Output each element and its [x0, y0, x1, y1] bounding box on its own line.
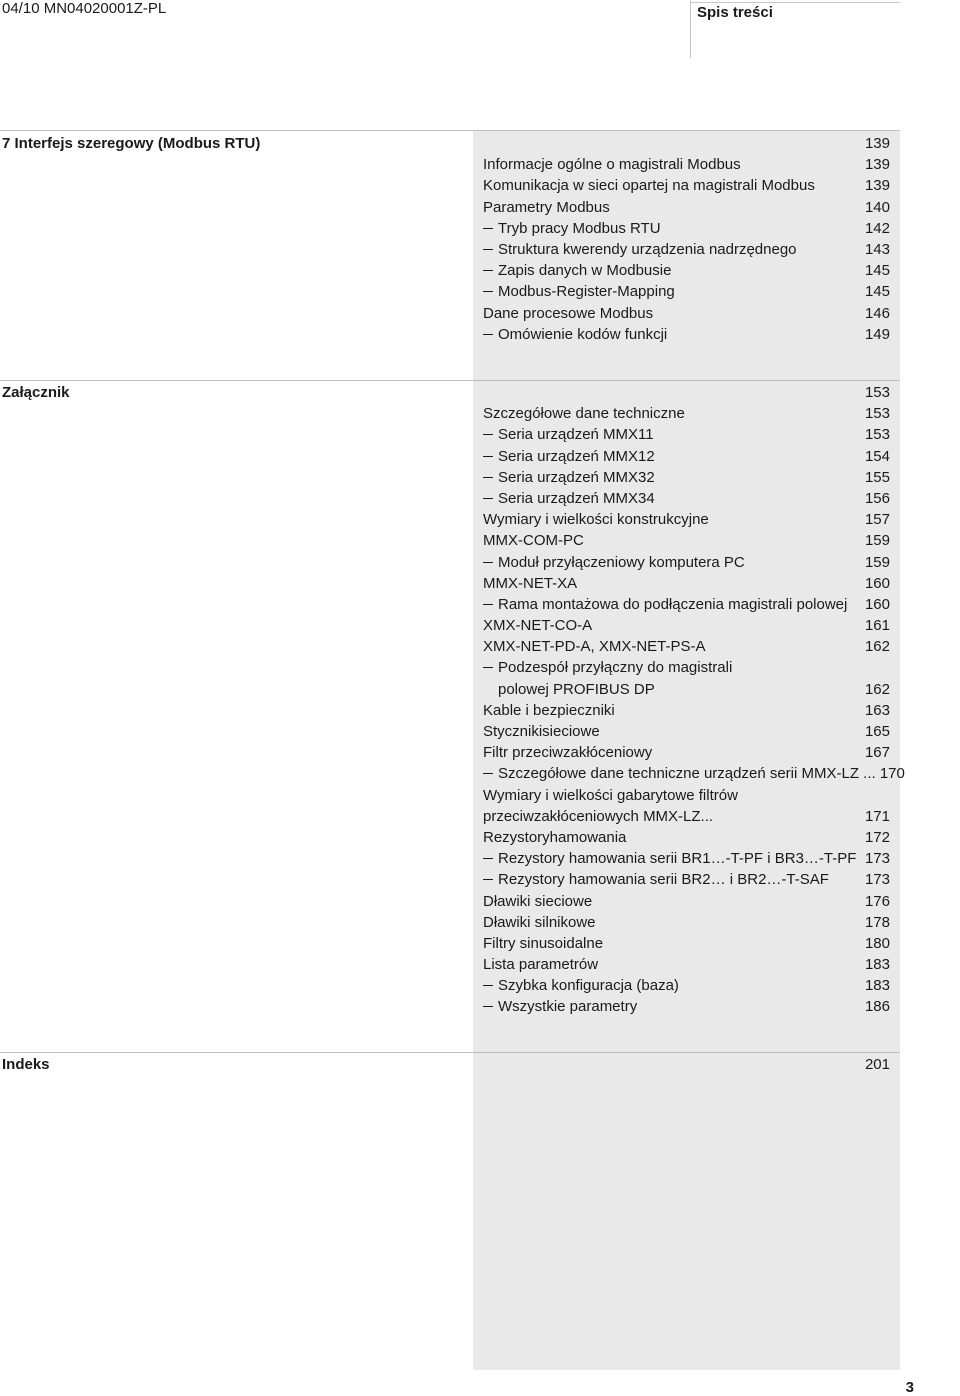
toc-entry-title: Struktura kwerendy urządzenia nadrzędnego [498, 239, 797, 260]
toc-entry-page: 153 [864, 426, 890, 444]
toc-entry[interactable] [0, 239, 900, 260]
toc-entry-title: MMX-NET-XA [483, 574, 578, 592]
toc-entry-title: Podzespół przyłączny do magistrali [498, 657, 732, 678]
toc-entry-page: 172 [864, 828, 890, 846]
toc-entry-title: Modbus-Register-Mapping [498, 281, 675, 302]
toc-entry[interactable] [0, 742, 900, 763]
toc-entry-page: 178 [864, 913, 890, 931]
toc-section-heading[interactable] [0, 382, 900, 403]
toc-entry-title: Kable i bezpieczniki [483, 701, 615, 719]
toc-entry-page: 156 [864, 489, 890, 507]
toc-entry-title: Szybka konfiguracja (baza) [498, 975, 679, 996]
toc-entry[interactable] [0, 467, 900, 488]
toc-entry-title: Lista parametrów [483, 956, 599, 974]
toc-entry[interactable] [0, 827, 900, 848]
toc-entry-title: MMX-COM-PC [483, 532, 584, 550]
toc-entry-title: Filtry sinusoidalne [483, 934, 604, 952]
section-page-number: 153 [864, 384, 890, 401]
toc-entry-page: 165 [864, 723, 890, 740]
toc-entry-title: polowej PROFIBUS DP [498, 680, 655, 698]
toc-entry-page: 149 [864, 325, 890, 343]
toc-entry-title: XMX-NET-PD-A, XMX-NET-PS-A [483, 638, 706, 656]
section-label: Załącznik [2, 384, 70, 401]
toc-entry[interactable] [0, 446, 900, 467]
toc-entry[interactable] [0, 869, 900, 890]
toc-entry-page: 157 [864, 511, 890, 529]
toc-entry-page: 142 [864, 219, 890, 237]
toc-entry[interactable] [0, 509, 900, 530]
toc-entry[interactable] [0, 785, 900, 806]
toc-entry-page: 180 [864, 934, 890, 952]
toc-entry-page: 171 [864, 807, 890, 825]
toc-entry[interactable] [0, 912, 900, 933]
toc-entry-title: przeciwzakłóceniowych MMX-LZ... [483, 807, 714, 825]
page-number: 3 [905, 1379, 914, 1396]
toc-entry[interactable] [0, 552, 900, 573]
toc-entry-title: Wymiary i wielkości konstrukcyjne [483, 511, 709, 529]
toc-entry-page: 139 [864, 177, 890, 195]
toc-entry-page: 146 [864, 304, 890, 322]
toc-entry[interactable] [0, 303, 900, 324]
toc-entry-page: 155 [864, 468, 890, 486]
toc-entry-page: 154 [864, 447, 890, 465]
toc-entry-page: 167 [864, 744, 890, 762]
toc-entry[interactable] [0, 806, 900, 827]
toc-section-appendix [0, 382, 905, 1018]
toc-entry-page: 161 [864, 617, 890, 635]
toc-entry-title: Wszystkie parametry [498, 996, 637, 1017]
toc-entry[interactable] [0, 530, 900, 551]
toc-entry-page: 186 [864, 998, 890, 1016]
toc-section-heading[interactable] [0, 133, 900, 154]
toc-entry[interactable] [0, 933, 900, 954]
section-label: Indeks [2, 1056, 50, 1073]
toc-entry-title: Tryb pracy Modbus RTU [498, 218, 661, 239]
toc-entry-page: 153 [864, 405, 890, 423]
toc-section-index [0, 1054, 900, 1075]
toc-entry-title: Rezystoryhamowania [483, 828, 627, 846]
toc-entry-title: Dławiki sieciowe [483, 892, 593, 910]
toc-entry[interactable] [0, 700, 900, 721]
section-rule [0, 380, 900, 381]
toc-entry-title: Szczegółowe dane techniczne urządzeń serii MMX-LZ ... 170 [498, 763, 905, 784]
toc-entry-title: Seria urządzeń MMX11 [498, 424, 654, 445]
toc-entry-title: Seria urządzeń MMX34 [498, 488, 655, 509]
toc-entry[interactable] [0, 615, 900, 636]
toc-entry[interactable] [0, 573, 900, 594]
toc-entry-title: Seria urządzeń MMX32 [498, 467, 655, 488]
toc-entry-title: Komunikacja w sieci opartej na magistrali Modbus [483, 177, 815, 195]
toc-entry[interactable] [0, 657, 900, 678]
toc-entry-page: 173 [864, 850, 890, 868]
toc-entry[interactable] [0, 721, 900, 742]
toc-entry-title: Wymiary i wielkości gabarytowe filtrów [483, 786, 738, 804]
toc-entry-title: Rezystory hamowania serii BR1…-T-PF i BR3…-T-PF [498, 848, 856, 869]
toc-entry-title: Szczegółowe dane techniczne [483, 405, 685, 423]
header-separator [690, 0, 691, 58]
toc-entry-title: XMX-NET-CO-A [483, 617, 593, 635]
toc-entry-page: 162 [864, 638, 890, 656]
toc-entry-page: 140 [864, 198, 890, 216]
toc-entry[interactable] [0, 197, 900, 218]
section-rule [0, 130, 900, 131]
toc-entry-title: Rama montażowa do podłączenia magistrali polowej [498, 594, 847, 615]
toc-entry[interactable] [0, 324, 900, 345]
toc-entry-page: 143 [864, 240, 890, 258]
toc-entry-title: Stycznikisieciowe [483, 723, 600, 740]
toc-entry[interactable] [0, 996, 900, 1017]
toc-entry-title: Parametry Modbus [483, 198, 610, 216]
header-rule [690, 2, 900, 3]
section-page-number: 201 [864, 1056, 890, 1073]
toc-entry[interactable] [0, 488, 900, 509]
toc-entry[interactable] [0, 679, 900, 700]
toc-entry-page: 160 [864, 595, 890, 613]
toc-entry[interactable] [0, 424, 900, 445]
toc-entry-page: 159 [864, 532, 890, 550]
toc-entry-page: 159 [864, 553, 890, 571]
toc-entry-page: 145 [864, 262, 890, 280]
section-rule [0, 1052, 900, 1053]
toc-entry-page: 163 [864, 701, 890, 719]
toc-entry-page: 162 [864, 680, 890, 698]
toc-entry-title: Filtr przeciwzakłóceniowy [483, 744, 653, 762]
toc-section-modbus [0, 133, 900, 345]
toc-entry[interactable] [0, 175, 900, 196]
toc-entry-title: Dane procesowe Modbus [483, 304, 654, 322]
toc-entry-title: Rezystory hamowania serii BR2… i BR2…-T-SAF [498, 869, 829, 890]
toc-entry[interactable] [0, 954, 900, 975]
section-page-number: 139 [864, 135, 890, 152]
toc-entry[interactable] [0, 891, 900, 912]
toc-entry-page: 145 [864, 283, 890, 301]
toc-entry-page: 183 [864, 977, 890, 995]
toc-entry[interactable] [0, 154, 900, 175]
toc-entry-page: 160 [864, 574, 890, 592]
toc-entry-title: Informacje ogólne o magistrali Modbus [483, 156, 741, 174]
toc-entry-page: 183 [864, 956, 890, 974]
toc-entry[interactable] [0, 218, 900, 239]
toc-entry[interactable] [0, 763, 905, 784]
section-label: 7 Interfejs szeregowy (Modbus RTU) [2, 135, 261, 152]
toc-entry[interactable] [0, 594, 900, 615]
toc-entry-title: Dławiki silnikowe [483, 913, 596, 931]
toc-entry[interactable] [0, 260, 900, 281]
toc-entry[interactable] [0, 848, 900, 869]
toc-entry-page: 176 [864, 892, 890, 910]
header-section-title: Spis treści [697, 4, 773, 21]
toc-entry[interactable] [0, 975, 900, 996]
toc-entry-title: Zapis danych w Modbusie [498, 260, 671, 281]
toc-entry-title: Seria urządzeń MMX12 [498, 446, 655, 467]
toc-section-heading[interactable] [0, 1054, 900, 1075]
document-code: 04/10 MN04020001Z-PL [2, 0, 167, 17]
toc-entry[interactable] [0, 403, 900, 424]
toc-entry-title: Omówienie kodów funkcji [498, 324, 667, 345]
toc-entry-title: Moduł przyłączeniowy komputera PC [498, 552, 745, 573]
toc-entry[interactable] [0, 281, 900, 302]
toc-entry[interactable] [0, 636, 900, 657]
toc-entry-page: 173 [864, 871, 890, 889]
toc-entry-page: 139 [864, 156, 890, 174]
